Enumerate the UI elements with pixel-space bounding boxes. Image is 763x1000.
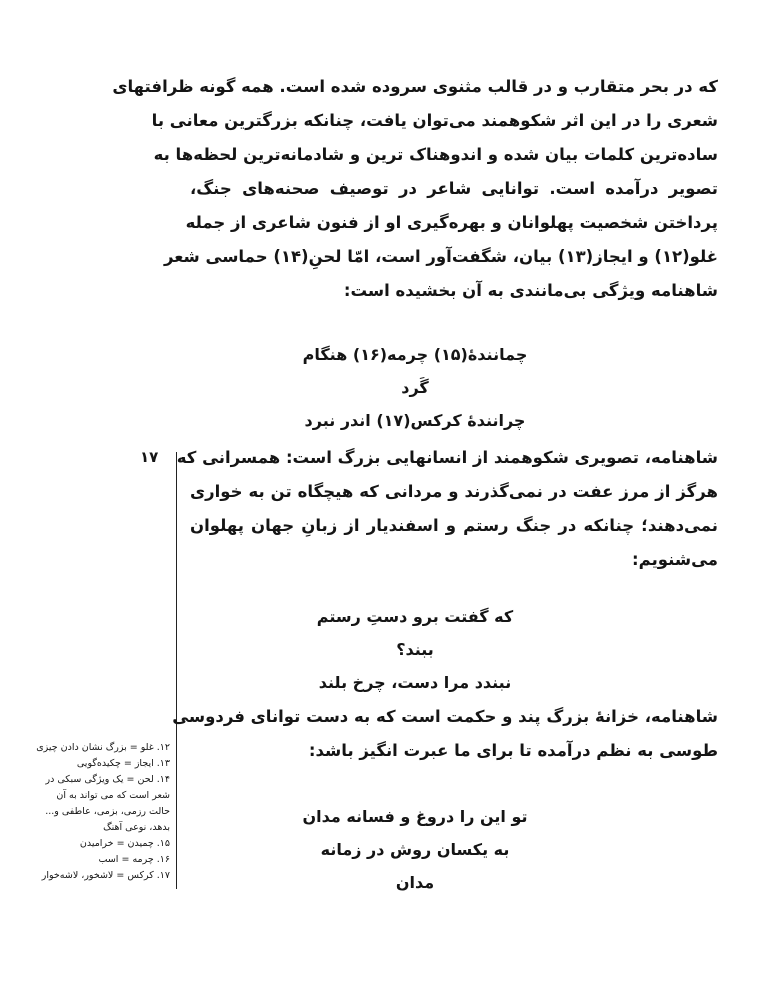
footnote-line: ۱۵. چمیدن = خرامیدن bbox=[79, 838, 170, 849]
footnote-line: ۱۶. چرمه = اسب bbox=[98, 854, 170, 865]
paragraph-line: شاهنامه، تصویری شکوهمند از انسانهایی بزرگ است: همسرانی که bbox=[176, 448, 718, 467]
page-number: ۱۷ bbox=[140, 448, 159, 466]
paragraph-line: تصویر درآمده است. توانایی شاعر در توصیف صحنه‌های جنگ، bbox=[190, 179, 718, 198]
footnote-line: بدهد، نوعی آهنگ bbox=[103, 822, 170, 833]
verse-line: چمانندهٔ(۱۵) چرمه(۱۶) هنگام گَرد bbox=[302, 345, 528, 397]
paragraph-line: که در بحر متقارب و در قالب مثنوی سروده شده است. همه گونه ظرافتهای bbox=[112, 77, 718, 96]
footnote-line: ۱۲. غلو = بزرگ نشان دادن چیزی bbox=[36, 742, 170, 753]
paragraph-line: شعری را در این اثر شکوهمند می‌توان یافت، چنانکه بزرگترین معانی با bbox=[151, 111, 718, 130]
verse-couplet-2 bbox=[300, 600, 530, 699]
footnote-line: ۱۷. کرکس = لاشخور، لاشه‌خوار bbox=[41, 870, 170, 881]
footnote-line: ۱۳. ایجاز = چکیده‌گویی bbox=[76, 758, 170, 769]
verse-line: نبندد مرا دست، چرخ بلند bbox=[318, 673, 512, 692]
footnotes bbox=[20, 740, 170, 884]
paragraph-line: طوسی به نظم درآمده تا برای ما عبرت انگیز باشد: bbox=[308, 741, 718, 760]
verse-couplet-1 bbox=[300, 338, 530, 437]
paragraph-line: هرگز از مرز عفت در نمی‌گذرند و مردانی که هیچگاه تن به خواری bbox=[190, 482, 718, 501]
verse-line: تو این را دروغ و فسانه مدان bbox=[302, 807, 528, 826]
verse-line: به یکسان روش در زمانه مدان bbox=[320, 840, 510, 892]
paragraph-line: شاهنامه، خزانهٔ بزرگ پند و حکمت است که به دست توانای فردوسی bbox=[172, 707, 718, 726]
footnote-line: شعر است که می تواند به آن bbox=[56, 790, 170, 801]
footnote-line: ۱۴. لحن = یک ویژگی سبکی در bbox=[45, 774, 170, 785]
paragraph-line: ساده‌ترین کلمات بیان شده و اندوهناک ترین و شادمانه‌ترین لحظه‌ها به bbox=[153, 145, 718, 164]
paragraph-ferdowsi-epic bbox=[112, 70, 718, 308]
footnote-line: حالت رزمی، بزمی، عاطفی و... bbox=[45, 806, 170, 817]
paragraph-shahnameh-heroes bbox=[176, 441, 718, 577]
paragraph-line: شاهنامه ویژگی بی‌مانندی به آن بخشیده است: bbox=[343, 281, 718, 300]
verse-line: چرانندهٔ کرکس(۱۷) اندر نبرد bbox=[304, 411, 526, 430]
verse-line: که گفتت برو دستِ رستم ببند؟ bbox=[316, 607, 514, 659]
paragraph-line: می‌شنویم: bbox=[632, 550, 718, 569]
verse-couplet-3 bbox=[300, 800, 530, 899]
paragraph-line: غلو(۱۲) و ایجاز(۱۳) بیان، شگفت‌آور است، امّا لحنِ(۱۴) حماسی شعر bbox=[163, 247, 718, 266]
margin-divider-line bbox=[176, 452, 177, 889]
paragraph-shahnameh-wisdom bbox=[172, 700, 718, 768]
paragraph-line: نمی‌دهند؛ چنانکه در جنگ رستم و اسفندیار از زبانِ جهان پهلوان bbox=[190, 516, 718, 535]
paragraph-line: پرداختن شخصیت پهلوانان و بهره‌گیری او از فنون شاعری از جمله bbox=[185, 213, 718, 232]
